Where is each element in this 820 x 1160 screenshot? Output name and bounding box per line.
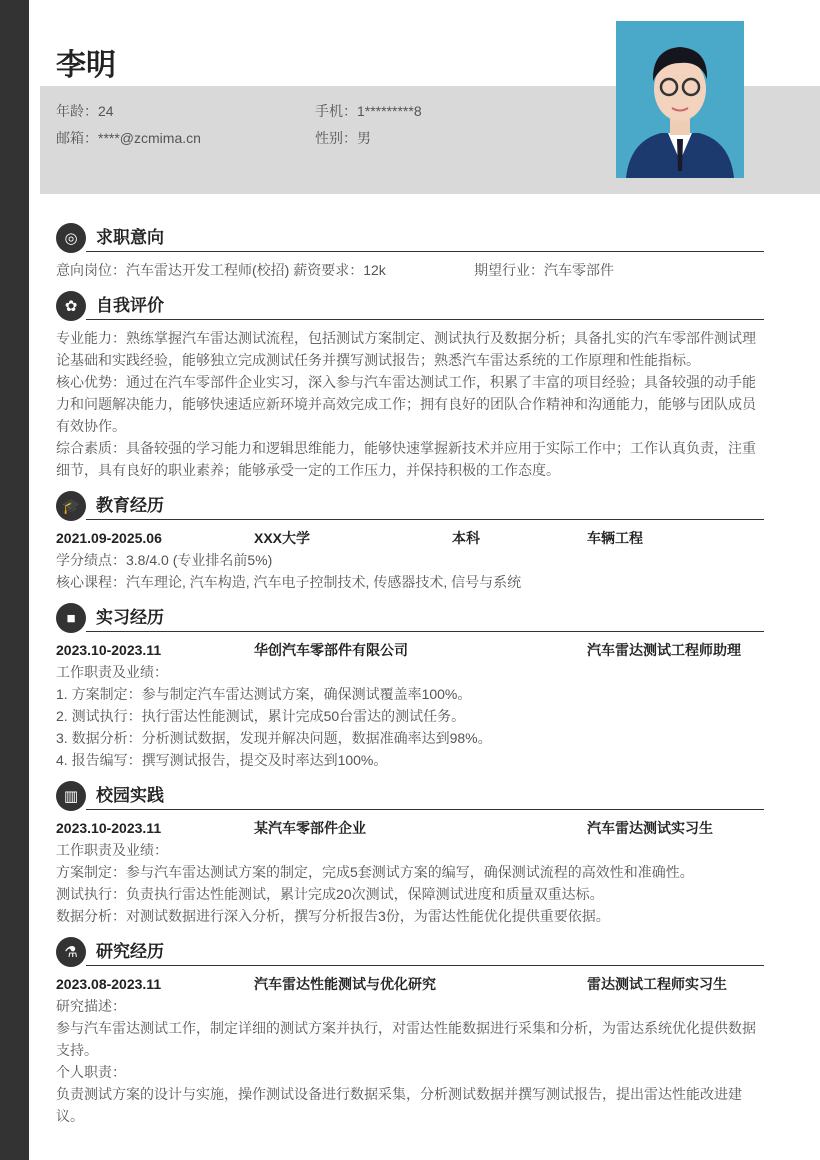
intent-industry: 期望行业：汽车零部件 bbox=[474, 262, 614, 278]
section-title: 研究经历 bbox=[96, 942, 164, 961]
section-research bbox=[56, 935, 764, 1127]
award-icon: ✿ bbox=[56, 291, 86, 321]
section-title: 求职意向 bbox=[96, 228, 164, 247]
intern-line: 工作职责及业绩： bbox=[56, 664, 168, 680]
briefcase-icon: ■ bbox=[56, 603, 86, 633]
target-icon: ◎ bbox=[56, 223, 86, 253]
intern-line: 1. 方案制定：参与制定汽车雷达测试方案，确保测试覆盖率100%。 bbox=[56, 686, 472, 702]
research-line: 研究描述： bbox=[56, 998, 126, 1014]
campus-line: 方案制定：参与汽车雷达测试方案的制定，完成5套测试方案的编写，确保测试流程的高效性和准确性。 bbox=[56, 864, 694, 880]
section-campus bbox=[56, 779, 764, 927]
campus-line: 测试执行：负责执行雷达性能测试，累计完成20次测试，保障测试进度和质量双重达标。 bbox=[56, 886, 604, 902]
section-title: 教育经历 bbox=[96, 496, 164, 515]
email: 邮箱：****@zcmima.cn bbox=[56, 130, 201, 146]
campus-line: 数据分析：对测试数据进行深入分析，撰写分析报告3份，为雷达性能优化提供重要依据。 bbox=[56, 908, 610, 924]
section-internship bbox=[56, 601, 764, 771]
self-line: 综合素质：具备较强的学习能力和逻辑思维能力，能够快速掌握新技术并应用于实际工作中；工作认真负责，注重细节，具有良好的职业素养；能够承受一定的工作压力，并保持积极的工作态度。 bbox=[56, 440, 756, 478]
campus-date: 2023.10-2023.11 bbox=[56, 820, 162, 836]
section-intent bbox=[56, 221, 764, 281]
self-line: 核心优势：通过在汽车零部件企业实习，深入参与汽车雷达测试工作，积累了丰富的项目经验；具备较强的动手能力和问题解决能力，能够快速适应新环境并高效完成工作；拥有良好的团队合作精神和沟通能力，能够与团队成员有效协作。 bbox=[56, 374, 756, 434]
research-role: 雷达测试工程师实习生 bbox=[587, 976, 727, 992]
edu-date: 2021.09-2025.06 bbox=[56, 530, 162, 546]
gender: 性别：男 bbox=[315, 130, 371, 146]
research-project: 汽车雷达性能测试与优化研究 bbox=[254, 976, 436, 992]
intern-role: 汽车雷达测试工程师助理 bbox=[587, 642, 741, 658]
edu-major: 车辆工程 bbox=[587, 530, 643, 546]
research-line: 负责测试方案的设计与实施，操作测试设备进行数据采集，分析测试数据并撰写测试报告，提出雷达性能改进建议。 bbox=[56, 1086, 742, 1124]
candidate-name: 李明 bbox=[56, 49, 116, 82]
profile-photo bbox=[616, 21, 744, 178]
edu-line: 学分绩点：3.8/4.0 (专业排名前5%) bbox=[56, 552, 273, 568]
campus-role: 汽车雷达测试实习生 bbox=[587, 820, 713, 836]
graduation-cap-icon: 🎓 bbox=[56, 491, 86, 521]
edu-line: 核心课程：汽车理论, 汽车构造, 汽车电子控制技术, 传感器技术, 信号与系统 bbox=[56, 574, 522, 590]
intern-line: 2. 测试执行：执行雷达性能测试，累计完成50台雷达的测试任务。 bbox=[56, 708, 466, 724]
section-title: 自我评价 bbox=[96, 296, 164, 315]
campus-line: 工作职责及业绩： bbox=[56, 842, 168, 858]
edu-school: XXX大学 bbox=[254, 530, 311, 546]
research-line: 参与汽车雷达测试工作，制定详细的测试方案并执行，对雷达性能数据进行采集和分析，为雷达系统优化提供数据支持。 bbox=[56, 1020, 756, 1058]
intern-line: 3. 数据分析：分析测试数据，发现并解决问题，数据准确率达到98%。 bbox=[56, 730, 492, 746]
left-stripe bbox=[0, 0, 29, 1160]
section-title: 校园实践 bbox=[96, 786, 164, 805]
resume-content bbox=[56, 213, 764, 1127]
section-education bbox=[56, 489, 764, 593]
intern-company: 华创汽车零部件有限公司 bbox=[254, 642, 408, 658]
building-icon: ▥ bbox=[56, 781, 86, 811]
flask-icon: ⚗ bbox=[56, 937, 86, 967]
self-line: 专业能力：熟练掌握汽车雷达测试流程，包括测试方案制定、测试执行及数据分析；具备扎实的汽车零部件测试理论基础和实践经验，能够独立完成测试任务并撰写测试报告；熟悉汽车雷达系统的工作原理和性能指标。 bbox=[56, 330, 756, 368]
phone: 手机：1*********8 bbox=[315, 103, 422, 119]
research-date: 2023.08-2023.11 bbox=[56, 976, 162, 992]
age: 年龄：24 bbox=[56, 103, 114, 119]
section-title: 实习经历 bbox=[96, 608, 164, 627]
intent-position: 意向岗位：汽车雷达开发工程师(校招) 薪资要求：12k bbox=[56, 262, 386, 278]
section-self bbox=[56, 289, 764, 481]
intern-line: 4. 报告编写：撰写测试报告，提交及时率达到100%。 bbox=[56, 752, 388, 768]
campus-company: 某汽车零部件企业 bbox=[254, 820, 366, 836]
edu-degree: 本科 bbox=[452, 530, 480, 546]
research-line: 个人职责： bbox=[56, 1064, 126, 1080]
intern-date: 2023.10-2023.11 bbox=[56, 642, 162, 658]
